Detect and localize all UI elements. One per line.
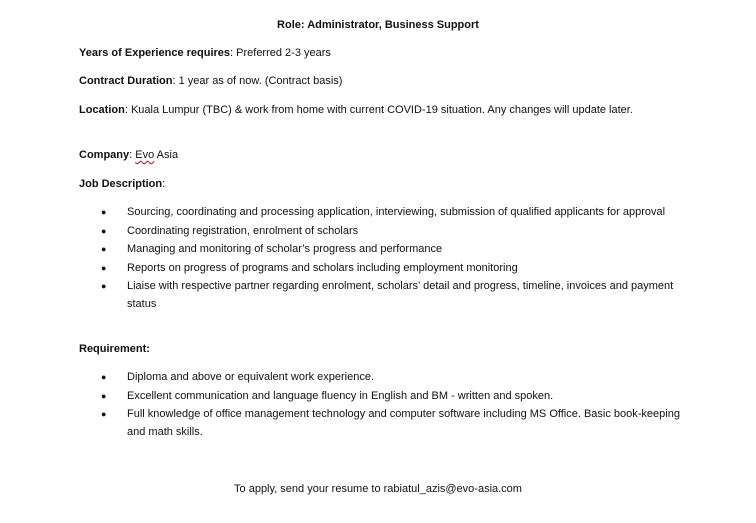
company-line bbox=[79, 146, 689, 164]
job-description-suffix: : bbox=[162, 178, 166, 190]
company-label: Company bbox=[79, 149, 130, 161]
bullet-icon: ● bbox=[101, 281, 107, 291]
list-item-text: Diploma and above or equivalent work experience. bbox=[127, 371, 375, 383]
bullet-icon: ● bbox=[101, 409, 107, 419]
list-item-text: Liaise with respective partner regarding enrolment, scholars’ detail and progress, timeline, invoices and payment status bbox=[127, 280, 674, 310]
bullet-icon: ● bbox=[101, 207, 107, 217]
list-item bbox=[79, 278, 699, 313]
company-name-spellcheck: Evo bbox=[135, 149, 155, 161]
experience-value: : Preferred 2-3 years bbox=[230, 47, 331, 59]
list-item-text: Reports on progress of programs and scholars including employment monitoring bbox=[127, 261, 518, 274]
list-item bbox=[79, 406, 699, 441]
list-item bbox=[79, 388, 699, 406]
list-item bbox=[79, 223, 699, 241]
list-item-text: Excellent communication and language fluency in English and BM - written and spoken. bbox=[127, 389, 554, 402]
company-name-rest: Asia bbox=[154, 149, 179, 161]
bullet-icon: ● bbox=[101, 225, 107, 236]
job-description-heading bbox=[79, 175, 689, 193]
list-item bbox=[79, 369, 699, 387]
contract-line bbox=[79, 72, 689, 90]
contract-value: : 1 year as of now. (Contract basis) bbox=[172, 75, 343, 87]
apply-instructions: To apply, send your resume to rabiatul_azis@evo-asia.com bbox=[234, 483, 522, 495]
list-item bbox=[79, 204, 699, 222]
contract-label: Contract Duration bbox=[79, 75, 173, 87]
list-item-text: Managing and monitoring of scholar’s progress and performance bbox=[127, 243, 443, 255]
job-description-label: Job Description bbox=[79, 178, 163, 190]
bullet-icon: ● bbox=[101, 244, 107, 254]
role-title: Role: Administrator, Business Support bbox=[277, 19, 479, 31]
location-line bbox=[79, 101, 689, 119]
list-item-text: Full knowledge of office management technology and computer software including MS Office. Basic book-keeping and math skills. bbox=[127, 408, 680, 438]
list-item bbox=[79, 260, 699, 278]
company-separator: : bbox=[129, 149, 136, 161]
list-item-text: Coordinating registration, enrolment of scholars bbox=[127, 224, 359, 237]
bullet-icon: ● bbox=[101, 390, 107, 401]
experience-line bbox=[79, 44, 689, 62]
location-label: Location bbox=[79, 104, 125, 116]
job-description-list bbox=[79, 204, 699, 314]
requirement-heading bbox=[79, 340, 689, 358]
bullet-icon: ● bbox=[101, 372, 107, 382]
requirement-label: Requirement: bbox=[79, 343, 150, 355]
location-value: : Kuala Lumpur (TBC) & work from home with current COVID-19 situation. Any changes will update later. bbox=[124, 104, 633, 116]
list-item bbox=[79, 241, 699, 259]
experience-label: Years of Experience requires bbox=[79, 47, 231, 59]
requirement-list bbox=[79, 369, 699, 442]
bullet-icon: ● bbox=[101, 262, 107, 273]
list-item-text: Sourcing, coordinating and processing application, interviewing, submission of qualified applicants for approval bbox=[127, 206, 666, 218]
